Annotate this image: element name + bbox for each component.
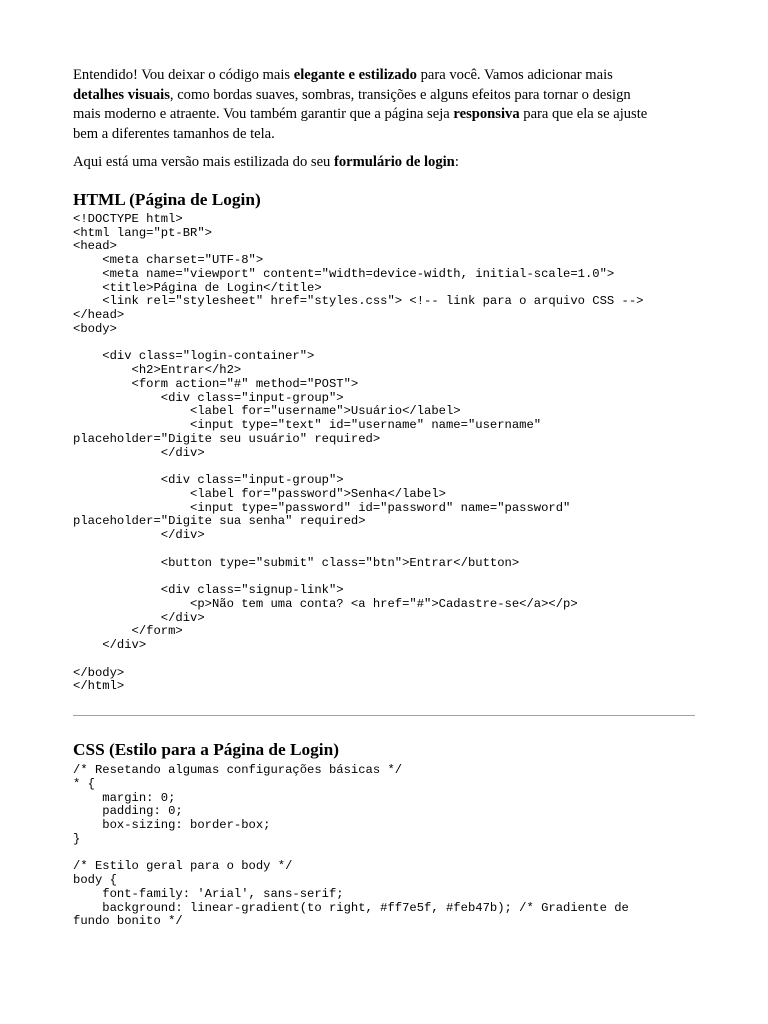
bold-text: elegante e estilizado [293, 67, 417, 83]
text-run: , como bordas suaves, sombras, transições e alguns efeitos para tornar o design mais moderno e atraente. Vou também garantir que a página seja [73, 86, 631, 123]
text-run: para que ela se ajuste bem a diferentes tamanhos de tela. [73, 106, 648, 142]
css-code-block: /* Resetando algumas configurações básicas */ * { margin: 0; padding: 0; box-sizing: border-box; } /* Estilo geral para o body */ body { font-family: 'Arial', sans-serif; background: linear-gradient(to right, #ff7e5f, #feb47b); /* Gradiente de fundo bonito */ [73, 763, 629, 929]
text-run: : [454, 154, 459, 171]
html-code-block: <!DOCTYPE html> <html lang="pt-BR"> <head> <meta charset="UTF-8"> <meta name="viewport" content="width=device-width, initial-scale=1.0"> <title>Página de Login</title> <link rel="stylesheet" href="styles.css"> <!-- link para o arquivo CSS --> </head> <body> <div class="login-container"> <h2>Entrar</h2> <form action="#" method="POST"> <div class="input-group"> <label for="username">Usuário</label> <input type="text" id="username" name="username" placeholder="Digite seu usuário" required> </div> <div class="input-group"> <label for="password">Senha</label> <input type="password" id="password" name="password" placeholder="Digite sua senha" required> </div> <button type="submit" class="btn">Entrar</button> <div class="signup-link"> <p>Não tem uma conta? <a href="#">Cadastre-se</a></p> </div> </form> </div> </body> </html> [73, 211, 644, 694]
intro-paragraph [73, 66, 695, 144]
intro-lead-paragraph [73, 153, 695, 173]
bold-text: responsiva [453, 106, 520, 123]
css-section-heading: CSS (Estilo para a Página de Login) [73, 740, 339, 760]
bold-text: formulário de login [334, 154, 455, 171]
text-run: Entendido! Vou deixar o código mais [73, 67, 294, 83]
text-run: Aqui está uma versão mais estilizada do seu [73, 154, 334, 171]
document-page [73, 66, 695, 929]
html-section-heading: HTML (Página de Login) [73, 189, 261, 209]
bold-text: detalhes visuais [73, 86, 170, 103]
section-divider [73, 715, 695, 716]
text-run: para você. Vamos adicionar mais [420, 67, 613, 83]
